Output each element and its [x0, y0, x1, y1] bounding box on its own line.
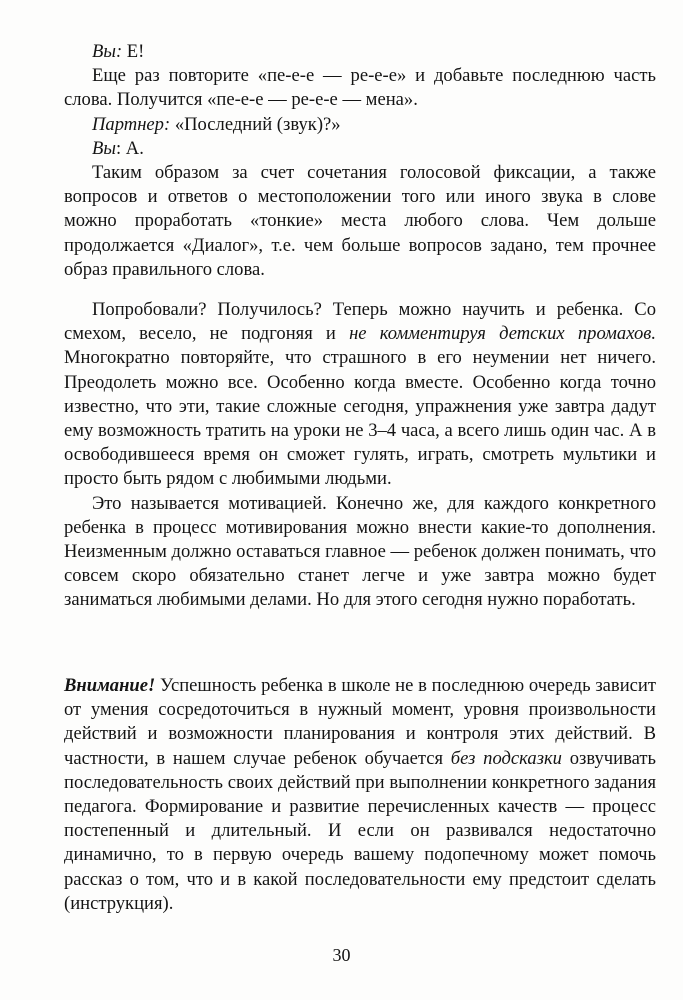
attention-emphasis: без подсказки: [450, 747, 562, 769]
dialogue-line-partner: [92, 113, 656, 137]
attention-paragraph: [64, 674, 656, 916]
dialogue-line-you-1: [92, 40, 656, 64]
speaker-label: Вы: [92, 137, 116, 159]
dialogue-line-you-2: [92, 137, 656, 161]
page-number: 30: [332, 945, 351, 965]
summary-paragraph: Таким образом за счет сочетания голосовой фиксации, а также вопросов и ответов о местоположении того или иного звука в слове можно проработать «тонкие» места любого слова. Чем дольше продолжается «Диалог», т.е. чем больше вопросов задано, тем прочнее образ правильного слова.: [64, 162, 656, 280]
child-paragraph-text: Попробовали? Получилось? Теперь можно научить и ребенка. Со смехом, весело, не подгоняя и: [64, 299, 656, 345]
attention-label: Внимание!: [64, 675, 156, 696]
child-section: [64, 298, 656, 613]
speaker-label: Партнер:: [92, 113, 171, 135]
child-paragraph-emphasis: не комментируя детских промахов.: [349, 323, 656, 345]
attention-text: озвучивать последовательность своих действий при выполнении конкретного задания педагога. Формирование и развитие перечисленных качеств — процесс постепенный и длительный. И если он развивался недостаточно динамично, то в первую очередь вашему подопечному может помочь рассказ о том, что и в какой последовательности ему предстоит сделать (инструкция).: [64, 747, 656, 914]
dialogue-block: [64, 40, 656, 282]
dialogue-text: : А.: [115, 137, 144, 159]
dialogue-instruction: Еще раз повторите «пе-е-е — ре-е-е» и добавьте последнюю часть слова. Получится «пе-е-е — ре-е-е — мена».: [64, 65, 656, 111]
attention-text: Успешность ребенка в школе не в последнюю очередь зависит от умения сосредоточиться в нужный момент, уровня произвольности действий и возможности планирования и контроля этих действий. В частности, в нашем случае ребенок обучается: [64, 675, 656, 769]
attention-section: [64, 674, 656, 916]
child-paragraph-text: Многократно повторяйте, что страшного в его неумении нет ничего. Преодолеть можно все. Особенно когда вместе. Особенно когда точно известно, что эти, такие сложные сегодня, упражнения уже завтра дадут ему возможность тратить на уроки не 3–4 часа, а всего лишь один час. А в освободившееся время он сможет гулять, играть, смотреть мультики и просто быть рядом с любимыми людьми.: [64, 347, 656, 490]
motivation-paragraph: Это называется мотивацией. Конечно же, для каждого конкретного ребенка в процесс мотивирования можно внести какие-то дополнения. Неизменным должно оставаться главное — ребенок должен понимать, что совсем скоро обязательно станет легче и уже завтра можно будет заниматься любимыми делами. Но для этого сегодня нужно поработать.: [64, 492, 656, 611]
child-paragraph: [64, 298, 656, 492]
dialogue-text: «Последний (звук)?»: [170, 113, 341, 135]
speaker-label: Вы:: [92, 41, 123, 62]
dialogue-text: Е!: [122, 41, 145, 62]
